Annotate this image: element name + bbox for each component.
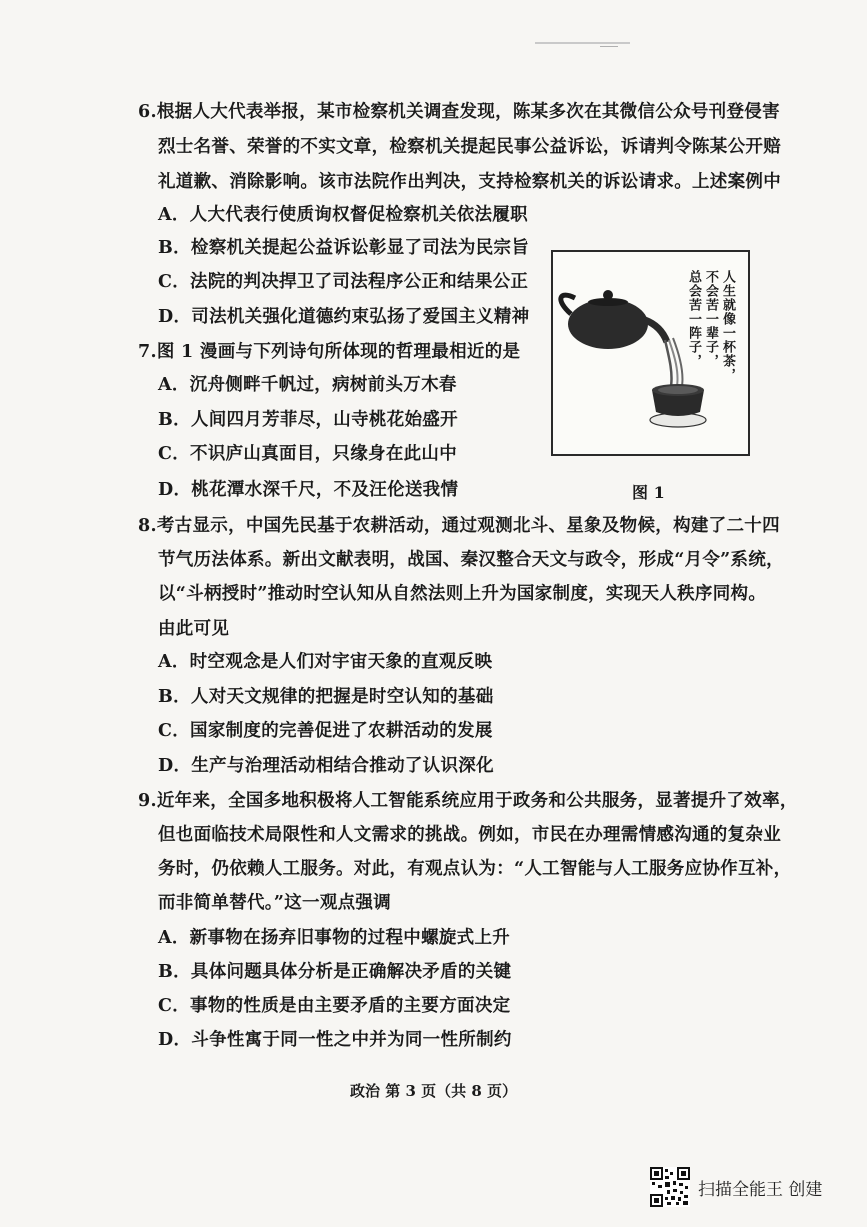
- q7-option-b: B．人间四月芳菲尽，山寺桃花始盛开: [158, 410, 458, 430]
- camscanner-watermark: [650, 1167, 822, 1207]
- q9-option-a: A．新事物在扬弃旧事物的过程中螺旋式上升: [158, 928, 511, 948]
- scan-artifact: [600, 46, 618, 47]
- q8-stem-line-2: 节气历法体系。新出文献表明，战国、秦汉整合天文与政令，形成“月令”系统，: [158, 550, 784, 570]
- q9-option-b: B．具体问题具体分析是正确解决矛盾的关键: [158, 962, 512, 982]
- q7-option-c: C．不识庐山真面目，只缘身在此山中: [158, 444, 458, 464]
- q8-option-b: B．人对天文规律的把握是时空认知的基础: [158, 687, 494, 707]
- q6-option-a: A．人大代表行使质询权督促检察机关依法履职: [158, 205, 528, 225]
- qr-code-icon: [650, 1167, 690, 1207]
- caption-column-3: 总会苦一阵子，: [686, 270, 701, 368]
- q6-option-b: B．检察机关提起公益诉讼彰显了司法为民宗旨: [158, 238, 530, 258]
- figure-label: 图 1: [632, 483, 665, 502]
- page-footer: 政治 第 3 页（共 8 页）: [350, 1082, 517, 1100]
- q9-stem-line-1: 9.近年来，全国多地积极将人工智能系统应用于政务和公共服务，显著提升了效率，: [138, 791, 798, 811]
- q8-stem-line-3: 以“斗柄授时”推动时空认知从自然法则上升为国家制度，实现天人秩序同构。: [158, 584, 767, 604]
- q6-stem-line-2: 烈士名誉、荣誉的不实文章，检察机关提起民事公益诉讼，诉请判令陈某公开赔: [158, 137, 781, 157]
- q8-option-c: C．国家制度的完善促进了农耕活动的发展: [158, 721, 493, 741]
- q6-option-d: D．司法机关强化道德约束弘扬了爱国主义精神: [158, 307, 530, 327]
- q6-stem-line-3: 礼道歉、消除影响。该市法院作出判决，支持检察机关的诉讼请求。上述案例中: [158, 172, 781, 192]
- camscanner-text: 扫描全能王 创建: [698, 1179, 823, 1200]
- caption-column-1: 人生就像一杯茶，: [720, 270, 735, 382]
- q8-stem-line-1: 8.考古显示，中国先民基于农耕活动，通过观测北斗、星象及物候，构建了二十四: [138, 516, 780, 536]
- q8-option-a: A．时空观念是人们对宇宙天象的直观反映: [158, 652, 493, 672]
- q8-option-d: D．生产与治理活动相结合推动了认识深化: [158, 756, 494, 776]
- q6-option-c: C．法院的判决捍卫了司法程序公正和结果公正: [158, 272, 529, 292]
- q9-stem-line-3: 务时，仍依赖人工服务。对此，有观点认为：“人工智能与人工服务应协作互补，: [158, 859, 792, 879]
- q8-stem-line-4: 由此可见: [158, 619, 230, 639]
- q6-stem-line-1: 6.根据人大代表举报，某市检察机关调查发现，陈某多次在其微信公众号刊登侵害: [138, 102, 780, 122]
- q9-option-c: C．事物的性质是由主要矛盾的主要方面决定: [158, 996, 511, 1016]
- caption-column-2: 不会苦一辈子，: [703, 270, 718, 368]
- teapot-pouring-illustration: [553, 252, 748, 454]
- q7-option-a: A．沉舟侧畔千帆过，病树前头万木春: [158, 375, 457, 395]
- q9-stem-line-4: 而非简单替代。”这一观点强调: [158, 893, 392, 913]
- q9-option-d: D．斗争性寓于同一性之中并为同一性所制约: [158, 1030, 512, 1050]
- q7-stem: 7.图 1 漫画与下列诗句所体现的哲理最相近的是: [138, 342, 521, 362]
- scan-artifact: [535, 42, 630, 44]
- q9-stem-line-2: 但也面临技术局限性和人文需求的挑战。例如，市民在办理需情感沟通的复杂业: [158, 825, 781, 845]
- q7-option-d: D．桃花潭水深千尺，不及汪伦送我情: [158, 480, 459, 500]
- figure-1-cartoon: [551, 250, 750, 456]
